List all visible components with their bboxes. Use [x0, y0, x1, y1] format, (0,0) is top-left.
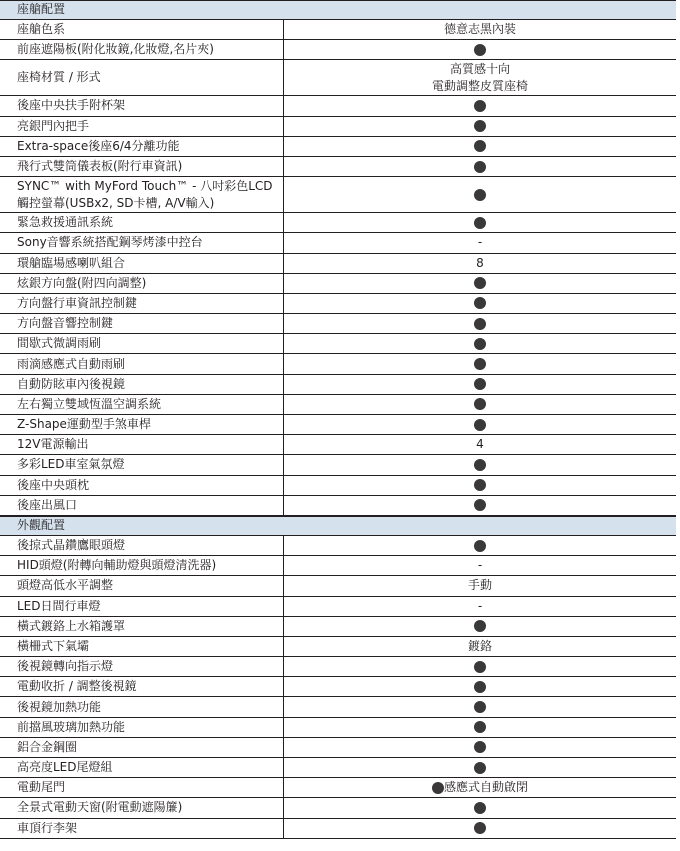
spec-row — [0, 697, 676, 717]
spec-value-text: 高質感十向 電動調整皮質座椅 — [431, 61, 528, 93]
spec-value — [284, 334, 676, 353]
spec-row — [0, 738, 676, 758]
spec-row — [0, 157, 676, 177]
spec-value — [284, 455, 676, 474]
spec-label: 飛行式雙筒儀表板(附行車資訊) — [0, 157, 284, 176]
spec-label: 後視鏡加熱功能 — [0, 697, 284, 716]
section-header: 座艙配置 — [0, 0, 676, 20]
standard-dot-icon — [474, 701, 486, 713]
spec-row — [0, 254, 676, 274]
spec-value — [284, 274, 676, 293]
spec-row — [0, 778, 676, 798]
spec-value — [284, 476, 676, 495]
spec-value — [284, 637, 676, 656]
spec-value — [284, 435, 676, 454]
spec-value — [284, 96, 676, 115]
spec-row — [0, 96, 676, 116]
spec-label: 雨滴感應式自動雨刷 — [0, 354, 284, 373]
spec-row — [0, 455, 676, 475]
spec-row — [0, 758, 676, 778]
spec-label: 炫銀方向盤(附四向調整) — [0, 274, 284, 293]
standard-dot-icon — [474, 161, 486, 173]
spec-row — [0, 334, 676, 354]
spec-row — [0, 597, 676, 617]
spec-value-text: 鍍鉻 — [467, 638, 492, 653]
spec-value — [284, 738, 676, 757]
spec-row — [0, 415, 676, 435]
spec-value — [284, 157, 676, 176]
standard-dot-icon — [474, 499, 486, 511]
spec-value — [284, 798, 676, 817]
spec-row — [0, 637, 676, 657]
standard-dot-icon — [474, 762, 486, 774]
spec-value-text: 感應式自動啟閉 — [443, 780, 528, 795]
spec-row — [0, 798, 676, 818]
standard-dot-icon — [474, 140, 486, 152]
spec-label: 多彩LED車室氣氛燈 — [0, 455, 284, 474]
spec-label: Extra-space後座6/4分離功能 — [0, 137, 284, 156]
standard-dot-icon — [474, 398, 486, 410]
standard-dot-icon — [474, 540, 486, 552]
spec-label: 環艙臨場感喇叭組合 — [0, 254, 284, 273]
spec-row — [0, 60, 676, 96]
spec-label: Sony音響系統搭配鋼琴烤漆中控台 — [0, 233, 284, 252]
standard-dot-icon — [474, 681, 486, 693]
spec-row — [0, 177, 676, 213]
spec-value-text: 4 — [476, 437, 484, 452]
spec-value-text: - — [477, 558, 483, 573]
spec-label: 橫式鍍鉻上水箱護罩 — [0, 617, 284, 636]
standard-dot-icon — [474, 44, 486, 56]
spec-value — [284, 137, 676, 156]
spec-label: SYNC™ with MyFord Touch™ - 八吋彩色LCD 觸控螢幕(USBx2, SD卡槽, A/V輸入) — [0, 177, 284, 212]
spec-label: 緊急救援通訊系統 — [0, 213, 284, 232]
spec-label: 頭燈高低水平調整 — [0, 576, 284, 595]
spec-label: 自動防眩車內後視鏡 — [0, 375, 284, 394]
spec-row — [0, 395, 676, 415]
standard-dot-icon — [474, 338, 486, 350]
spec-row — [0, 576, 676, 596]
spec-label: Z-Shape運動型手煞車桿 — [0, 415, 284, 434]
spec-label: 橫柵式下氣壩 — [0, 637, 284, 656]
spec-row — [0, 233, 676, 253]
spec-row — [0, 375, 676, 395]
spec-value — [284, 697, 676, 716]
spec-value — [284, 177, 676, 212]
spec-value-text: 8 — [476, 255, 484, 270]
spec-row — [0, 677, 676, 697]
spec-row — [0, 435, 676, 455]
standard-dot-icon — [474, 822, 486, 834]
spec-label: 亮銀門內把手 — [0, 117, 284, 136]
spec-value — [284, 40, 676, 59]
spec-value — [284, 117, 676, 136]
spec-label: 車頂行李架 — [0, 819, 284, 838]
spec-row — [0, 819, 676, 839]
spec-label: 間歇式微調雨刷 — [0, 334, 284, 353]
spec-label: HID頭燈(附轉向輔助燈與頭燈清洗器) — [0, 556, 284, 575]
section-header: 外觀配置 — [0, 516, 676, 536]
standard-dot-icon — [474, 741, 486, 753]
spec-label: LED日間行車燈 — [0, 597, 284, 616]
spec-value — [284, 718, 676, 737]
spec-value — [284, 375, 676, 394]
spec-value — [284, 294, 676, 313]
spec-row — [0, 20, 676, 40]
spec-label: 左右獨立雙域恆溫空調系統 — [0, 395, 284, 414]
spec-row — [0, 40, 676, 60]
spec-value-text: 手動 — [467, 578, 492, 593]
spec-value-text: - — [477, 598, 483, 613]
spec-label: 方向盤行車資訊控制鍵 — [0, 294, 284, 313]
spec-value-text: 德意志黑內裝 — [443, 22, 516, 37]
spec-label: 高亮度LED尾燈組 — [0, 758, 284, 777]
spec-row — [0, 137, 676, 157]
spec-value — [284, 213, 676, 232]
standard-dot-icon — [474, 297, 486, 309]
standard-dot-icon — [474, 358, 486, 370]
spec-label: 座艙色系 — [0, 20, 284, 39]
spec-row — [0, 354, 676, 374]
spec-row — [0, 476, 676, 496]
standard-dot-icon — [474, 189, 486, 201]
spec-value — [284, 496, 676, 515]
spec-value — [284, 677, 676, 696]
spec-label: 後座出風口 — [0, 496, 284, 515]
spec-value-text: - — [477, 235, 483, 250]
standard-dot-icon — [474, 419, 486, 431]
spec-row — [0, 213, 676, 233]
spec-label: 前擋風玻璃加熱功能 — [0, 718, 284, 737]
spec-value — [284, 556, 676, 575]
spec-value — [284, 819, 676, 838]
spec-label: 電動收折 / 調整後視鏡 — [0, 677, 284, 696]
spec-row — [0, 617, 676, 637]
spec-row — [0, 536, 676, 556]
spec-row — [0, 274, 676, 294]
spec-value — [284, 778, 676, 797]
standard-dot-icon — [474, 721, 486, 733]
standard-dot-icon — [474, 120, 486, 132]
spec-value — [284, 597, 676, 616]
spec-row — [0, 657, 676, 677]
spec-row — [0, 718, 676, 738]
spec-label: 後座中央扶手附杯架 — [0, 96, 284, 115]
standard-dot-icon — [474, 217, 486, 229]
standard-dot-icon — [474, 318, 486, 330]
spec-label: 座椅材質 / 形式 — [0, 60, 284, 95]
spec-row — [0, 496, 676, 516]
spec-value — [284, 395, 676, 414]
standard-dot-icon — [432, 782, 444, 794]
standard-dot-icon — [474, 479, 486, 491]
spec-value — [284, 536, 676, 555]
spec-label: 後座中央頭枕 — [0, 476, 284, 495]
spec-label: 前座遮陽板(附化妝鏡,化妝燈,名片夾) — [0, 40, 284, 59]
spec-row — [0, 314, 676, 334]
standard-dot-icon — [474, 802, 486, 814]
spec-value — [284, 20, 676, 39]
standard-dot-icon — [474, 378, 486, 390]
spec-label: 全景式電動天窗(附電動遮陽簾) — [0, 798, 284, 817]
standard-dot-icon — [474, 459, 486, 471]
spec-value — [284, 233, 676, 252]
standard-dot-icon — [474, 277, 486, 289]
spec-value — [284, 415, 676, 434]
spec-value — [284, 314, 676, 333]
spec-label: 鋁合金鋼圈 — [0, 738, 284, 757]
spec-label: 後掠式晶鑽鷹眼頭燈 — [0, 536, 284, 555]
spec-label: 方向盤音響控制鍵 — [0, 314, 284, 333]
spec-row — [0, 556, 676, 576]
spec-label: 後視鏡轉向指示燈 — [0, 657, 284, 676]
spec-value — [284, 576, 676, 595]
spec-row — [0, 294, 676, 314]
spec-value — [284, 354, 676, 373]
spec-value — [284, 60, 676, 95]
standard-dot-icon — [474, 620, 486, 632]
spec-value — [284, 758, 676, 777]
spec-value — [284, 617, 676, 636]
spec-value — [284, 254, 676, 273]
standard-dot-icon — [474, 100, 486, 112]
spec-row — [0, 117, 676, 137]
spec-value — [284, 657, 676, 676]
spec-label: 12V電源輸出 — [0, 435, 284, 454]
standard-dot-icon — [474, 661, 486, 673]
spec-label: 電動尾門 — [0, 778, 284, 797]
